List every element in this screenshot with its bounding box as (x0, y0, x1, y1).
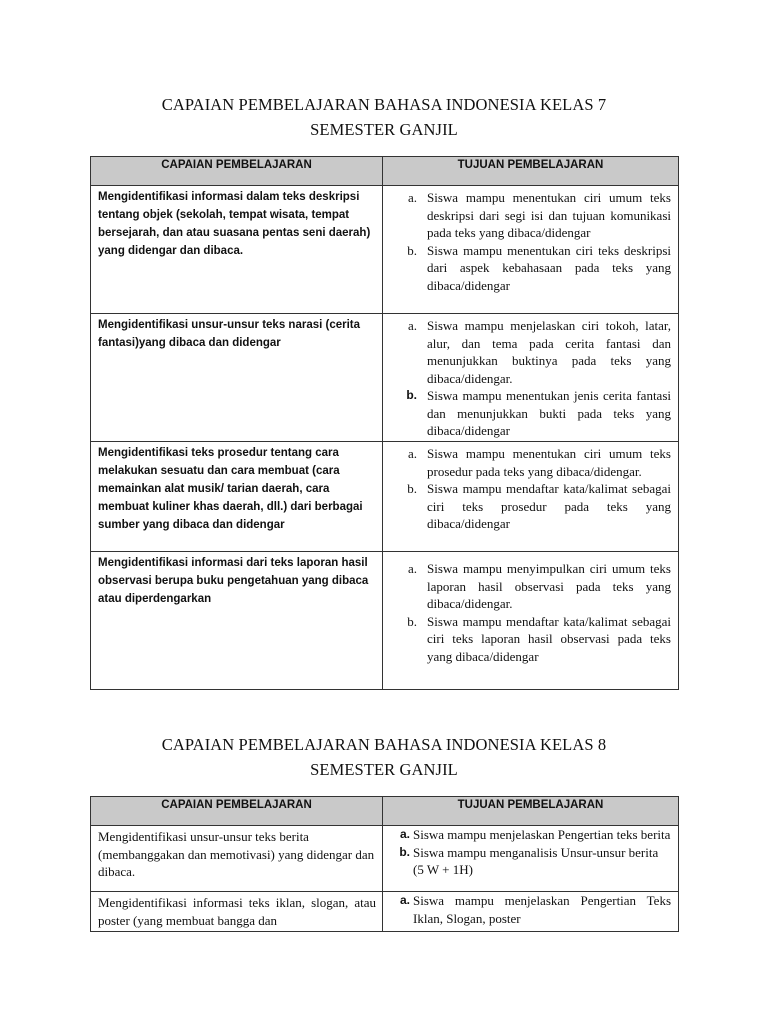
list-marker: a. (399, 827, 410, 841)
list-item (383, 560, 671, 613)
list-item (383, 317, 671, 387)
list-marker: a. (399, 893, 410, 907)
header-capaian: CAPAIAN PEMBELAJARAN (91, 157, 383, 186)
tujuan-text: Siswa mampu menentukan jenis cerita fantasi dan menunjukkan bukti pada teks yang dibaca/didengar (427, 388, 671, 438)
capaian-cell: Mengidentifikasi unsur-unsur teks berita (membanggakan dan memotivasi) yang didengar dan dibaca. (98, 829, 375, 879)
list-item (383, 242, 671, 295)
section1-title-line1: CAPAIAN PEMBELAJARAN BAHASA INDONESIA KELAS 7 (161, 95, 607, 114)
list-marker: b. (407, 481, 417, 496)
section2-title-line1: CAPAIAN PEMBELAJARAN BAHASA INDONESIA KELAS 8 (161, 735, 607, 754)
section2-title (0, 732, 768, 782)
section1-table (90, 156, 679, 690)
header-tujuan: TUJUAN PEMBELAJARAN (383, 797, 679, 826)
capaian-cell: Mengidentifikasi informasi dalam teks deskripsi tentang objek (sekolah, tempat wisata, tempat bersejarah, dan atau suasana pentas seni daerah) yang didengar dan dibaca. (98, 191, 371, 257)
tujuan-text: Siswa mampu menentukan ciri umum teks prosedur pada teks yang dibaca/didengar. (427, 446, 671, 479)
tujuan-text: Siswa mampu menjelaskan Pengertian teks berita (413, 827, 671, 842)
list-item (383, 826, 671, 844)
tujuan-text: Siswa mampu menentukan ciri umum teks deskripsi dari segi isi dan tujuan komunikasi pada teks yang dibaca/didengar (427, 190, 671, 240)
tujuan-text: Siswa mampu menganalisis Unsur-unsur berita (5 W + 1H) (413, 844, 659, 877)
list-item (383, 189, 671, 242)
list-item (383, 387, 671, 440)
list-marker: b. (399, 844, 410, 859)
list-item (383, 844, 671, 879)
table-header-row (91, 157, 679, 186)
tujuan-text: Siswa mampu menjelaskan ciri tokoh, latar, alur, dan tema pada cerita fantasi dan menunjukkan buktinya pada teks yang dibaca/didengar. (427, 318, 671, 386)
table-header-row (91, 797, 679, 826)
section1-title (0, 92, 768, 142)
table-row (91, 892, 679, 932)
list-marker: a. (407, 446, 417, 461)
list-item (383, 613, 671, 666)
list-marker: a. (407, 190, 417, 205)
header-capaian: CAPAIAN PEMBELAJARAN (91, 797, 383, 826)
list-marker: a. (407, 561, 417, 576)
table-row (91, 552, 679, 690)
capaian-cell: Mengidentifikasi teks prosedur tentang cara melakukan sesuatu dan cara membuat (cara memainkan alat musik/ tarian daerah, cara membuat kuliner khas daerah, dll.) dari berbagai sumber yang dibaca dan didengar (98, 447, 363, 531)
capaian-cell: Mengidentifikasi unsur-unsur teks narasi (cerita fantasi)yang dibaca dan didengar (98, 319, 361, 349)
tujuan-text: Siswa mampu menyimpulkan ciri umum teks laporan hasil observasi pada teks yang dibaca/didengar. (427, 561, 671, 611)
table-row (91, 826, 679, 892)
list-item (383, 445, 671, 480)
list-marker: b. (407, 613, 417, 629)
tujuan-text: Siswa mampu mendaftar kata/kalimat sebagai ciri teks laporan hasil observasi pada teks yang dibaca/didengar (427, 613, 671, 664)
capaian-cell: Mengidentifikasi informasi dari teks laporan hasil observasi berupa buku pengetahuan yang dibaca atau diperdengarkan (98, 557, 369, 605)
tujuan-text: Siswa mampu mendaftar kata/kalimat sebagai ciri teks prosedur pada teks yang dibaca/didengar (427, 481, 671, 531)
section2-table (90, 796, 679, 932)
table-row (91, 442, 679, 552)
list-item (383, 480, 671, 533)
section2-title-line2: SEMESTER GANJIL (310, 760, 458, 779)
tujuan-text: Siswa mampu menentukan ciri teks deskripsi dari aspek kebahasaan pada teks yang dibaca/didengar (427, 242, 671, 293)
table-row (91, 314, 679, 442)
list-item (383, 892, 671, 927)
section1-title-line2: SEMESTER GANJIL (310, 120, 458, 139)
header-tujuan: TUJUAN PEMBELAJARAN (383, 157, 679, 186)
capaian-cell: Mengidentifikasi informasi teks iklan, slogan, atau poster (yang membuat bangga dan (98, 895, 376, 928)
tujuan-text: Siswa mampu menjelaskan Pengertian Teks Iklan, Slogan, poster (413, 893, 671, 926)
list-marker: b. (407, 242, 417, 258)
list-marker: a. (407, 318, 417, 333)
table-row (91, 186, 679, 314)
list-marker: b. (406, 388, 417, 402)
